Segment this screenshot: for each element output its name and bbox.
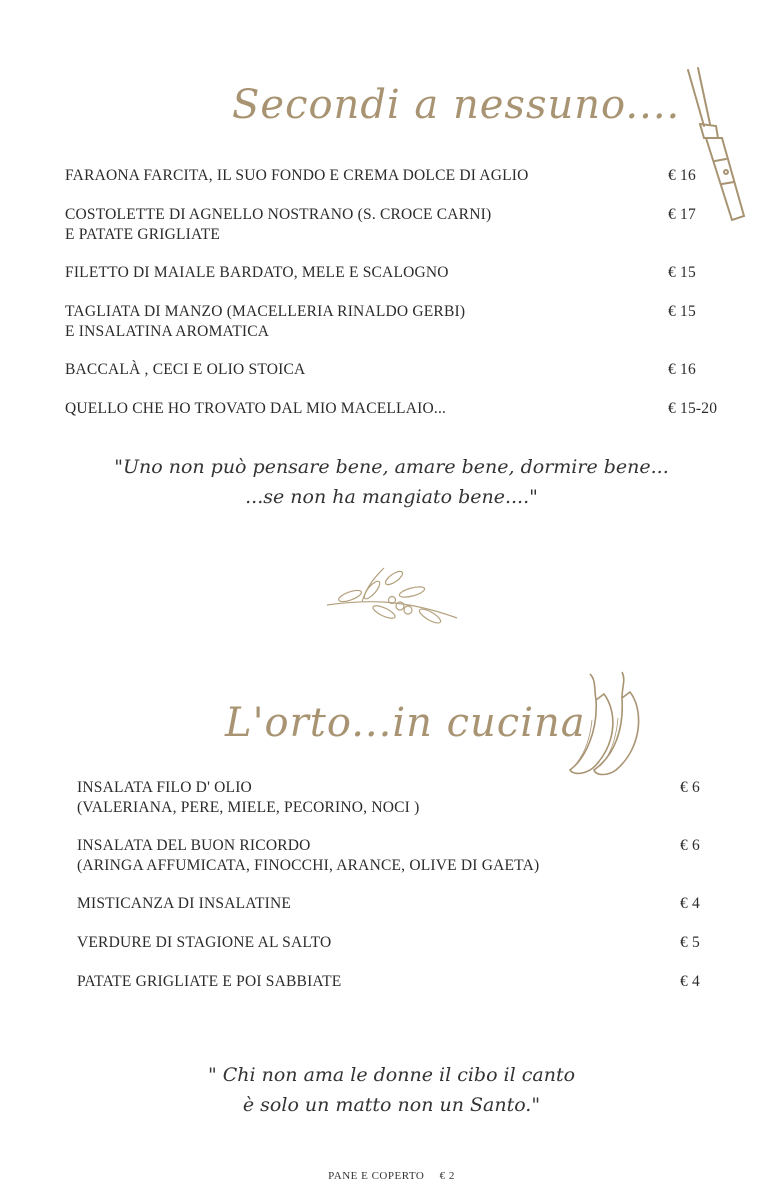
quote-orto (0, 1060, 783, 1120)
olive-branch-icon (322, 560, 462, 630)
quote-line: "Uno non può pensare bene, amare bene, dormire bene... (114, 456, 669, 478)
carving-fork-icon (682, 66, 752, 226)
quote-line: ...se non ha mangiato bene...." (245, 486, 538, 508)
footer-cover-charge (0, 1170, 783, 1182)
quote-secondi (0, 452, 783, 512)
cover-charge-price: € 2 (439, 1170, 455, 1182)
orto-title: L'orto...in cucina (225, 700, 586, 746)
quote-line: " Chi non ama le donne il cibo il canto (207, 1064, 576, 1086)
cover-charge-label: PANE E COPERTO (328, 1170, 425, 1182)
quote-line: è solo un matto non un Santo." (242, 1094, 541, 1116)
chili-peppers-icon (566, 670, 661, 780)
secondi-title: Secondi a nessuno.... (232, 82, 681, 128)
